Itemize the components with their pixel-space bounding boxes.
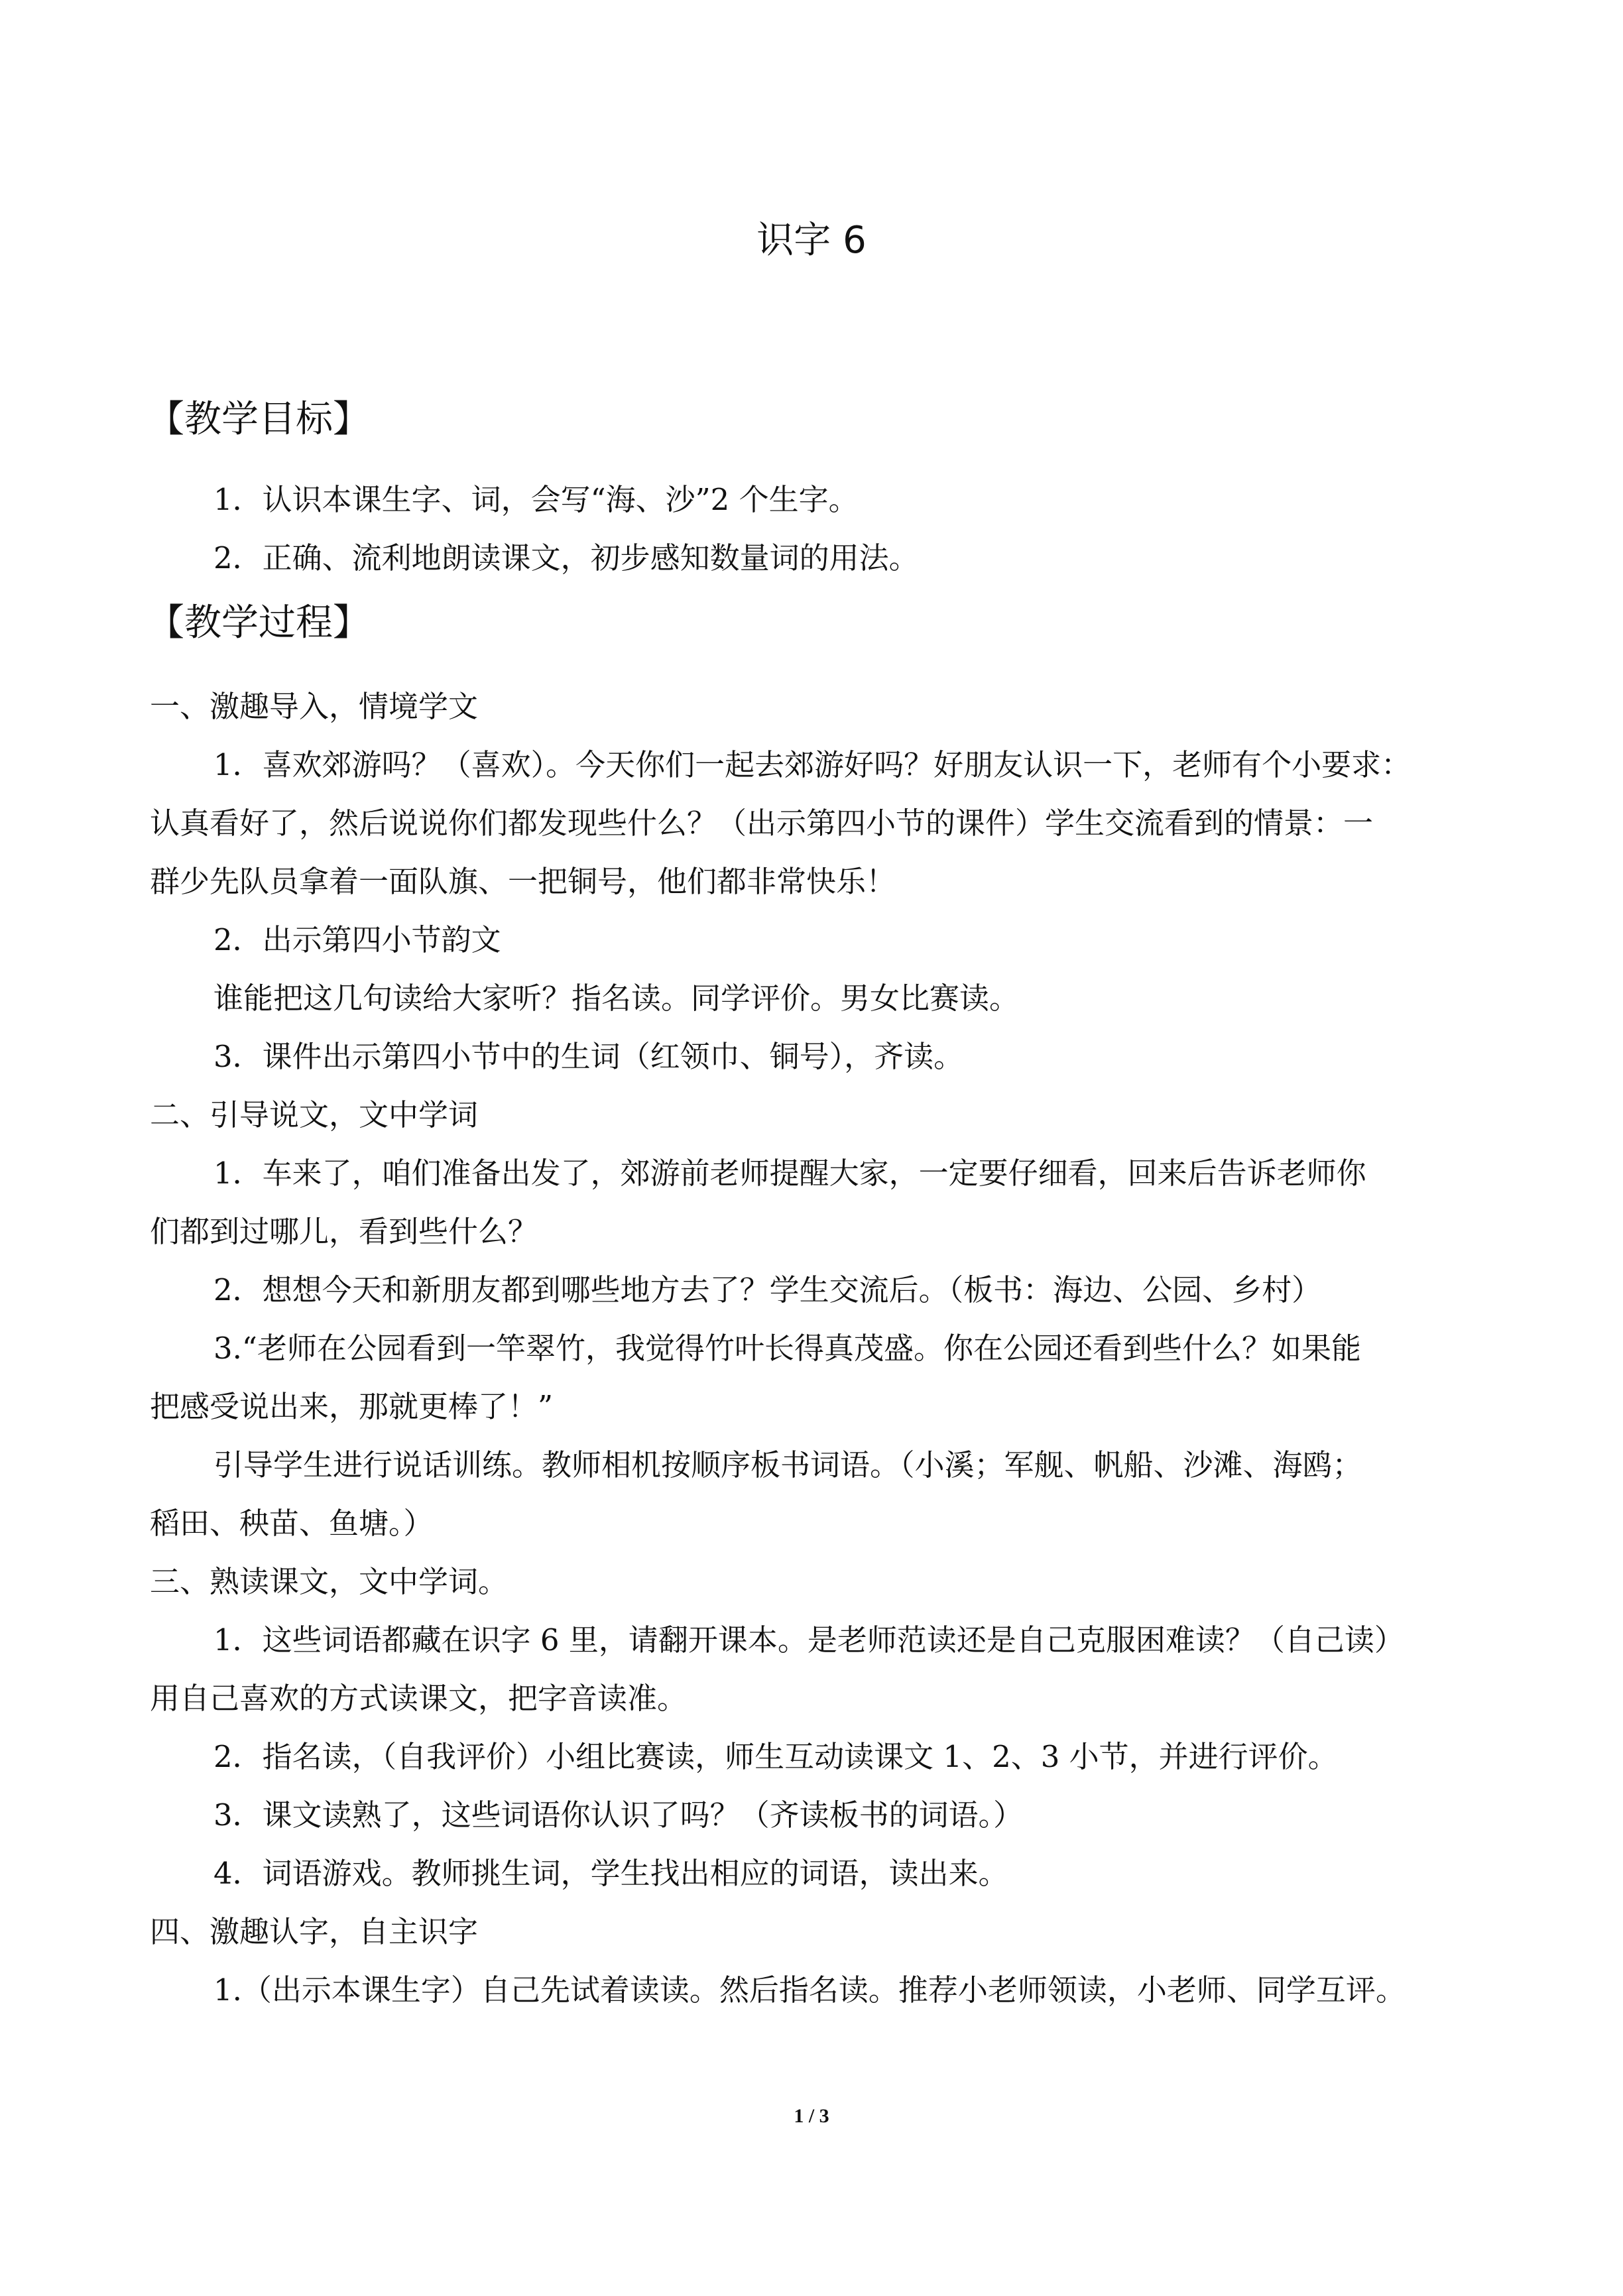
paragraph-line: 3.“老师在公园看到一竿翠竹，我觉得竹叶长得真茂盛。你在公园还看到些什么？如果能 — [213, 1331, 1361, 1366]
paragraph-line: 1．这些词语都藏在识字 6 里，请翻开课本。是老师范读还是自己克服困难读？（自己读） — [213, 1622, 1404, 1658]
process-heading: 【教学过程】 — [147, 601, 370, 644]
paragraph-line: 3．课件出示第四小节中的生词（红领巾、铜号），齐读。 — [213, 1039, 964, 1074]
section-title: 二、引导说文，文中学词 — [150, 1097, 479, 1132]
paragraph-line: 4．词语游戏。教师挑生词，学生找出相应的词语，读出来。 — [213, 1856, 1008, 1891]
section-title: 一、激趣导入，情境学文 — [150, 689, 479, 724]
paragraph-line: 1．车来了，咱们准备出发了，郊游前老师提醒大家，一定要仔细看，回来后告诉老师你 — [213, 1156, 1366, 1191]
objective-item: 2．正确、流利地朗读课文，初步感知数量词的用法。 — [213, 540, 919, 575]
paragraph-line: 1．喜欢郊游吗？（喜欢）。今天你们一起去郊游好吗？好朋友认识一下，老师有个小要求： — [213, 747, 1412, 782]
objectives-heading: 【教学目标】 — [147, 398, 370, 441]
paragraph-line: 们都到过哪儿，看到些什么？ — [150, 1214, 538, 1249]
paragraph-line: 2．指名读，（自我评价）小组比赛读，师生互动读课文 1、2、3 小节，并进行评价。 — [213, 1739, 1338, 1774]
paragraph-line: 稻田、秧苗、鱼塘。） — [150, 1506, 434, 1541]
paragraph-line: 用自己喜欢的方式读课文，把字音读准。 — [150, 1681, 688, 1716]
paragraph-line: 1.（出示本课生字）自己先试着读读。然后指名读。推荐小老师领读，小老师、同学互评。 — [213, 1972, 1406, 2008]
paragraph-line: 把感受说出来，那就更棒了！” — [150, 1389, 554, 1424]
section-title: 三、熟读课文，文中学词。 — [150, 1564, 509, 1599]
paragraph-line: 谁能把这几句读给大家听？指名读。同学评价。男女比赛读。 — [213, 981, 1020, 1016]
section-title: 四、激趣认字，自主识字 — [150, 1914, 479, 1949]
paragraph-line: 认真看好了，然后说说你们都发现些什么？（出示第四小节的课件）学生交流看到的情景：一 — [150, 806, 1374, 841]
paragraph-line: 2．出示第四小节韵文 — [213, 922, 501, 957]
page-number: 1 / 3 — [794, 2105, 829, 2127]
paragraph-line: 2．想想今天和新朋友都到哪些地方去了？学生交流后。（板书：海边、公园、乡村） — [213, 1272, 1322, 1307]
objective-item: 1．认识本课生字、词，会写“海、沙”2 个生字。 — [213, 482, 859, 517]
paragraph-line: 群少先队员拿着一面队旗、一把铜号，他们都非常快乐！ — [150, 864, 896, 899]
paragraph-line: 引导学生进行说话训练。教师相机按顺序板书词语。（小溪；军舰、帆船、沙滩、海鸥； — [213, 1447, 1362, 1482]
paragraph-line: 3．课文读熟了，这些词语你认识了吗？（齐读板书的词语。） — [213, 1797, 1024, 1833]
page-title: 识字 6 — [756, 219, 867, 262]
